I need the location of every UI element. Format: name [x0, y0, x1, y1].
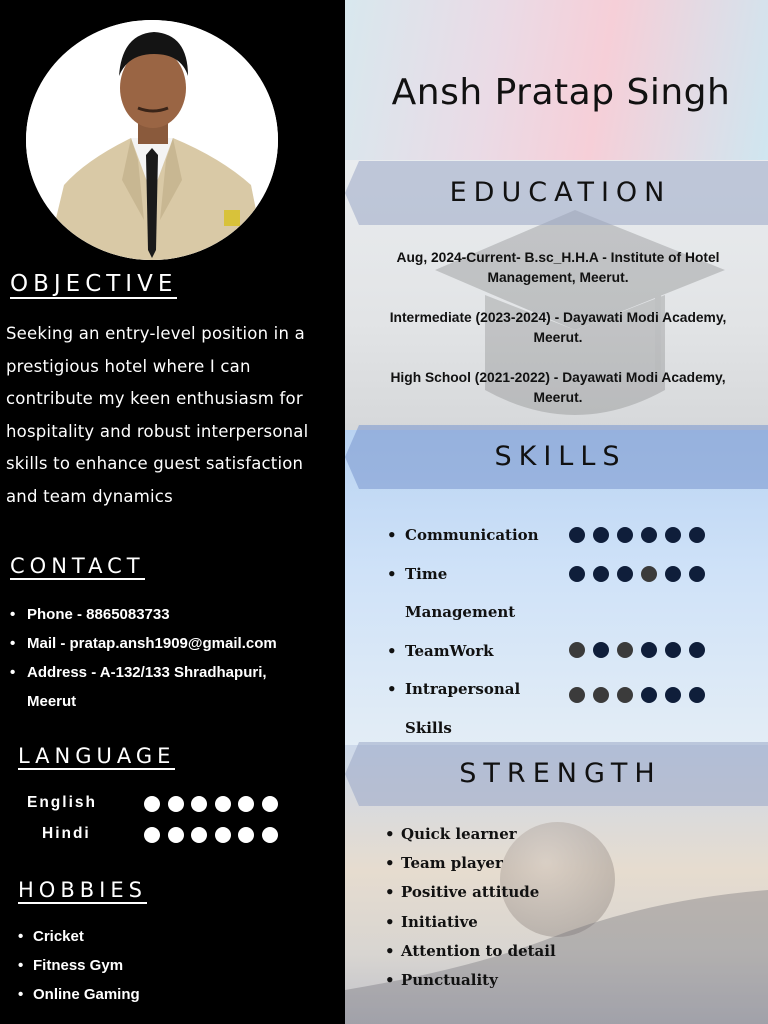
strength-item: • Positive attitude: [385, 878, 556, 907]
education-item-line: Meerut.: [533, 390, 583, 405]
rating-dot: [617, 642, 633, 658]
rating-dot: [689, 642, 705, 658]
hobby-item: • Cricket: [18, 922, 140, 951]
objective-text: Seeking an entry-level position in a prestigious hotel where I can contribute my keen enthusiasm for hospitality and robust interpersonal skills to enhance guest satisfaction and team dynamics: [6, 324, 309, 506]
rating-dot: [665, 566, 681, 582]
strength-item: • Attention to detail: [385, 937, 556, 966]
strength-item: • Initiative: [385, 908, 556, 937]
skills-list: [385, 516, 539, 747]
education-item: [353, 368, 763, 408]
education-item: [353, 248, 763, 288]
rating-dot: [665, 527, 681, 543]
contact-mail[interactable]: • Mail - pratap.ansh1909@gmail.com: [10, 629, 340, 658]
strength-item: • Quick learner: [385, 820, 556, 849]
skill-item: [385, 670, 535, 709]
hobby-item: • Fitness Gym: [18, 951, 140, 980]
skills-heading: SKILLS: [494, 441, 627, 472]
rating-dot: [191, 796, 207, 812]
skill-name: Management: [405, 603, 516, 621]
hobbies-heading: HOBBIES: [18, 879, 147, 904]
education-item-line: Meerut.: [533, 330, 583, 345]
rating-dot: [144, 796, 160, 812]
skill-rating-intrapersonal: [569, 687, 705, 703]
skill-item-continued: [385, 593, 535, 632]
rating-dot: [665, 687, 681, 703]
rating-dot: [689, 527, 705, 543]
language-row-english: [0, 792, 345, 816]
rating-dot: [238, 796, 254, 812]
skill-rating-teamwork: [569, 642, 705, 658]
rating-dot: [144, 827, 160, 843]
candidate-name: Ansh Pratap Singh: [391, 72, 731, 113]
rating-dot: [617, 527, 633, 543]
contact-address-continued: Meerut: [27, 693, 77, 710]
rating-dot: [617, 687, 633, 703]
rating-dot: [641, 527, 657, 543]
rating-dot: [641, 566, 657, 582]
rating-dot: [689, 687, 705, 703]
right-content: [345, 0, 768, 1024]
language-name: Hindi: [42, 825, 91, 842]
education-item-line: Aug, 2024-Current- B.sc_H.H.A - Institute of Hotel: [396, 250, 720, 265]
rating-dot: [569, 527, 585, 543]
contact-heading: CONTACT: [10, 555, 145, 580]
rating-dot: [569, 642, 585, 658]
skill-name: Skills: [405, 718, 452, 737]
rating-dot: [191, 827, 207, 843]
rating-dot: [262, 796, 278, 812]
skill-name: Time: [405, 564, 448, 583]
left-sidebar: [0, 0, 345, 1024]
skill-name: TeamWork: [405, 641, 494, 660]
rating-dot: [593, 687, 609, 703]
skill-rating-time-management: [569, 566, 705, 582]
skill-item: [385, 632, 535, 671]
language-rating-hindi: [144, 827, 278, 843]
rating-dot: [168, 796, 184, 812]
contact-phone: • Phone - 8865083733: [10, 600, 340, 629]
language-rating-english: [144, 796, 278, 812]
strength-item: • Punctuality: [385, 966, 556, 995]
rating-dot: [689, 566, 705, 582]
rating-dot: [665, 642, 681, 658]
rating-dot: [569, 566, 585, 582]
hobby-item: • Online Gaming: [18, 980, 140, 1009]
strength-banner: [345, 742, 768, 806]
rating-dot: [215, 796, 231, 812]
rating-dot: [593, 566, 609, 582]
objective-heading: OBJECTIVE: [10, 272, 177, 299]
skill-rating-communication: [569, 527, 705, 543]
language-heading: LANGUAGE: [18, 745, 175, 770]
rating-dot: [641, 687, 657, 703]
strength-heading: STRENGTH: [459, 758, 662, 789]
strength-item: • Team player: [385, 849, 556, 878]
rating-dot: [569, 687, 585, 703]
profile-photo-image: [26, 20, 278, 260]
education-item: [353, 308, 763, 348]
education-item-line: Intermediate (2023-2024) - Dayawati Modi Academy,: [389, 310, 727, 325]
skill-name: Communication: [405, 526, 539, 544]
rating-dot: [593, 642, 609, 658]
language-row-hindi: [0, 823, 345, 847]
profile-photo: [26, 20, 278, 260]
education-item-line: High School (2021-2022) - Dayawati Modi Academy,: [390, 370, 726, 385]
education-banner: [345, 161, 768, 225]
rating-dot: [593, 527, 609, 543]
skills-banner: [345, 425, 768, 489]
strength-list: [385, 820, 556, 995]
contact-address: • Address - A-132/133 Shradhapuri,: [10, 658, 340, 687]
hobbies-list: [18, 922, 140, 1009]
rating-dot: [215, 827, 231, 843]
skill-name: Intrapersonal: [405, 680, 521, 698]
rating-dot: [168, 827, 184, 843]
rating-dot: [262, 827, 278, 843]
skill-item: [385, 516, 539, 555]
education-heading: EDUCATION: [449, 177, 672, 208]
rating-dot: [238, 827, 254, 843]
rating-dot: [617, 566, 633, 582]
contact-list: [10, 600, 340, 716]
rating-dot: [641, 642, 657, 658]
skill-item: [385, 555, 535, 594]
education-item-line: Management, Meerut.: [487, 270, 629, 285]
language-name: English: [27, 794, 97, 811]
